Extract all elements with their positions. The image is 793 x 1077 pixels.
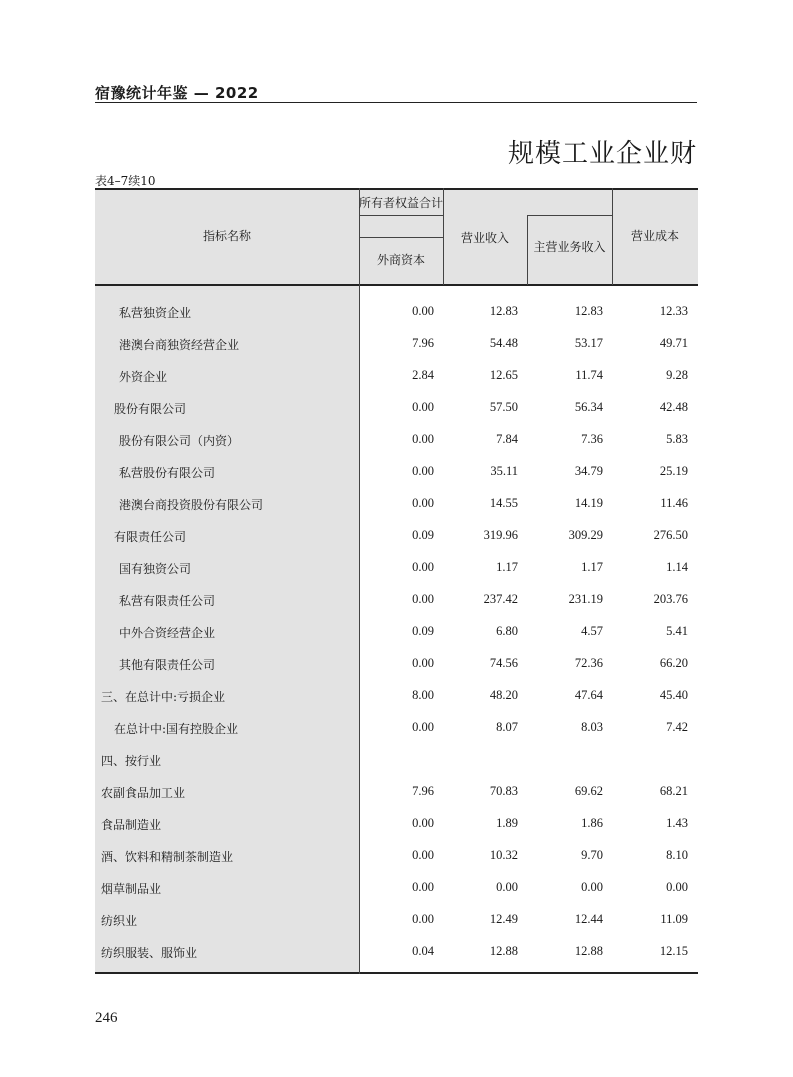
row-cost: 45.40 [659, 688, 688, 702]
row-foreign-capital: 0.09 [412, 624, 434, 638]
row-foreign-capital: 0.00 [412, 720, 434, 734]
table-id: 表4–7续10 [95, 174, 156, 188]
row-indicator-name: 股份有限公司（内资） [119, 434, 240, 448]
row-main-revenue: 12.44 [574, 912, 603, 926]
row-cost: 5.83 [666, 432, 688, 446]
row-cost: 8.10 [666, 848, 688, 862]
row-indicator-name: 私营独资企业 [119, 306, 192, 320]
row-foreign-capital: 0.00 [412, 816, 434, 830]
row-foreign-capital: 0.00 [412, 400, 434, 414]
table-row [95, 392, 698, 424]
table-row [95, 520, 698, 552]
row-foreign-capital: 0.00 [412, 560, 434, 574]
row-foreign-capital: 0.00 [412, 464, 434, 478]
row-foreign-capital: 0.00 [412, 432, 434, 446]
row-indicator-name: 在总计中:国有控股企业 [114, 722, 239, 736]
table-row [95, 712, 698, 744]
row-indicator-name: 三、在总计中:亏损企业 [101, 690, 226, 704]
row-cost: 203.76 [653, 592, 688, 606]
row-indicator-name: 股份有限公司 [114, 402, 187, 416]
row-cost: 42.48 [659, 400, 688, 414]
row-revenue: 57.50 [489, 400, 518, 414]
row-cost: 9.28 [666, 368, 688, 382]
row-revenue: 12.49 [489, 912, 518, 926]
row-foreign-capital: 2.84 [412, 368, 434, 382]
row-revenue: 7.84 [496, 432, 518, 446]
row-cost: 7.42 [666, 720, 688, 734]
table-top-rule [95, 188, 698, 190]
row-main-revenue: 12.83 [574, 304, 603, 318]
row-main-revenue: 34.79 [574, 464, 603, 478]
header-owner-equity: 所有者权益合计 [359, 196, 444, 210]
page-title: 规模工业企业财 [507, 139, 697, 169]
row-main-revenue: 69.62 [574, 784, 603, 798]
row-foreign-capital: 0.00 [412, 912, 434, 926]
header-main-revenue: 主营业务收入 [533, 240, 606, 254]
row-main-revenue: 7.36 [581, 432, 603, 446]
table-row [95, 328, 698, 360]
row-revenue: 319.96 [483, 528, 518, 542]
row-cost: 25.19 [659, 464, 688, 478]
row-main-revenue: 8.03 [581, 720, 603, 734]
row-indicator-name: 酒、饮料和精制茶制造业 [101, 850, 234, 864]
row-foreign-capital: 0.04 [412, 944, 434, 958]
row-foreign-capital: 8.00 [412, 688, 434, 702]
row-foreign-capital: 0.00 [412, 848, 434, 862]
row-revenue: 1.17 [496, 560, 518, 574]
row-cost: 68.21 [659, 784, 688, 798]
table-row [95, 488, 698, 520]
header-revenue: 营业收入 [460, 231, 509, 245]
row-revenue: 48.20 [489, 688, 518, 702]
row-indicator-name: 纺织服装、服饰业 [101, 946, 198, 960]
row-indicator-name: 外资企业 [119, 370, 168, 384]
table-row [95, 456, 698, 488]
row-revenue: 12.65 [489, 368, 518, 382]
row-indicator-name: 烟草制品业 [101, 882, 162, 896]
row-main-revenue: 9.70 [581, 848, 603, 862]
table-row [95, 808, 698, 840]
header-sub-rule [527, 215, 612, 216]
row-revenue: 35.11 [490, 464, 518, 478]
row-cost: 11.46 [660, 496, 688, 510]
header-cost: 营业成本 [630, 229, 679, 243]
row-revenue: 74.56 [489, 656, 518, 670]
row-cost: 276.50 [653, 528, 688, 542]
row-indicator-name: 港澳台商投资股份有限公司 [119, 498, 264, 512]
row-indicator-name: 私营股份有限公司 [119, 466, 216, 480]
row-revenue: 8.07 [496, 720, 518, 734]
row-main-revenue: 47.64 [574, 688, 603, 702]
table-row [95, 424, 698, 456]
statistics-table [95, 188, 698, 974]
row-revenue: 237.42 [483, 592, 518, 606]
row-indicator-name: 四、按行业 [101, 754, 162, 768]
row-indicator-name: 中外合资经营企业 [119, 626, 216, 640]
row-indicator-name: 私营有限责任公司 [119, 594, 216, 608]
table-row [95, 584, 698, 616]
table-row [95, 296, 698, 328]
row-revenue: 70.83 [489, 784, 518, 798]
row-revenue: 12.88 [489, 944, 518, 958]
row-foreign-capital: 7.96 [412, 784, 434, 798]
table-bottom-rule [95, 972, 698, 974]
row-indicator-name: 农副食品加工业 [101, 786, 186, 800]
row-foreign-capital: 0.00 [412, 304, 434, 318]
row-cost: 49.71 [659, 336, 688, 350]
row-revenue: 14.55 [489, 496, 518, 510]
table-row [95, 552, 698, 584]
row-main-revenue: 1.86 [581, 816, 603, 830]
table-row [95, 680, 698, 712]
running-head: 宿豫统计年鉴 — 2022 [95, 84, 259, 102]
row-revenue: 6.80 [496, 624, 518, 638]
row-foreign-capital: 0.00 [412, 592, 434, 606]
header-sub-rule [359, 215, 443, 216]
row-cost: 5.41 [666, 624, 688, 638]
row-main-revenue: 56.34 [574, 400, 603, 414]
table-row [95, 936, 698, 968]
row-cost: 66.20 [659, 656, 688, 670]
row-foreign-capital: 0.09 [412, 528, 434, 542]
row-cost: 1.43 [666, 816, 688, 830]
row-revenue: 10.32 [489, 848, 518, 862]
header-rule [95, 102, 697, 103]
table-row [95, 776, 698, 808]
header-bottom-rule [95, 284, 698, 286]
row-revenue: 54.48 [489, 336, 518, 350]
row-foreign-capital: 0.00 [412, 880, 434, 894]
row-revenue: 12.83 [489, 304, 518, 318]
row-main-revenue: 1.17 [581, 560, 603, 574]
row-revenue: 0.00 [496, 880, 518, 894]
row-cost: 12.33 [659, 304, 688, 318]
row-main-revenue: 309.29 [568, 528, 603, 542]
table-row [95, 872, 698, 904]
row-revenue: 1.89 [496, 816, 518, 830]
header-indicator: 指标名称 [202, 229, 251, 243]
row-main-revenue: 14.19 [574, 496, 603, 510]
row-main-revenue: 11.74 [575, 368, 603, 382]
row-indicator-name: 国有独资公司 [119, 562, 192, 576]
row-indicator-name: 食品制造业 [101, 818, 162, 832]
row-main-revenue: 0.00 [581, 880, 603, 894]
table-row [95, 744, 698, 776]
row-main-revenue: 12.88 [574, 944, 603, 958]
row-foreign-capital: 7.96 [412, 336, 434, 350]
table-row [95, 840, 698, 872]
row-cost: 1.14 [666, 560, 688, 574]
row-main-revenue: 4.57 [581, 624, 603, 638]
row-cost: 11.09 [660, 912, 688, 926]
row-foreign-capital: 0.00 [412, 656, 434, 670]
row-cost: 0.00 [666, 880, 688, 894]
row-main-revenue: 53.17 [574, 336, 603, 350]
row-cost: 12.15 [659, 944, 688, 958]
header-foreign-capital: 外商资本 [376, 253, 425, 267]
row-indicator-name: 有限责任公司 [114, 530, 187, 544]
row-indicator-name: 纺织业 [101, 914, 138, 928]
row-foreign-capital: 0.00 [412, 496, 434, 510]
table-row [95, 360, 698, 392]
table-row [95, 648, 698, 680]
header-sub-rule [359, 237, 443, 238]
row-main-revenue: 231.19 [568, 592, 603, 606]
row-indicator-name: 其他有限责任公司 [119, 658, 216, 672]
row-main-revenue: 72.36 [574, 656, 603, 670]
table-row [95, 904, 698, 936]
row-indicator-name: 港澳台商独资经营企业 [119, 338, 240, 352]
page-number: 246 [95, 1010, 118, 1026]
table-row [95, 616, 698, 648]
